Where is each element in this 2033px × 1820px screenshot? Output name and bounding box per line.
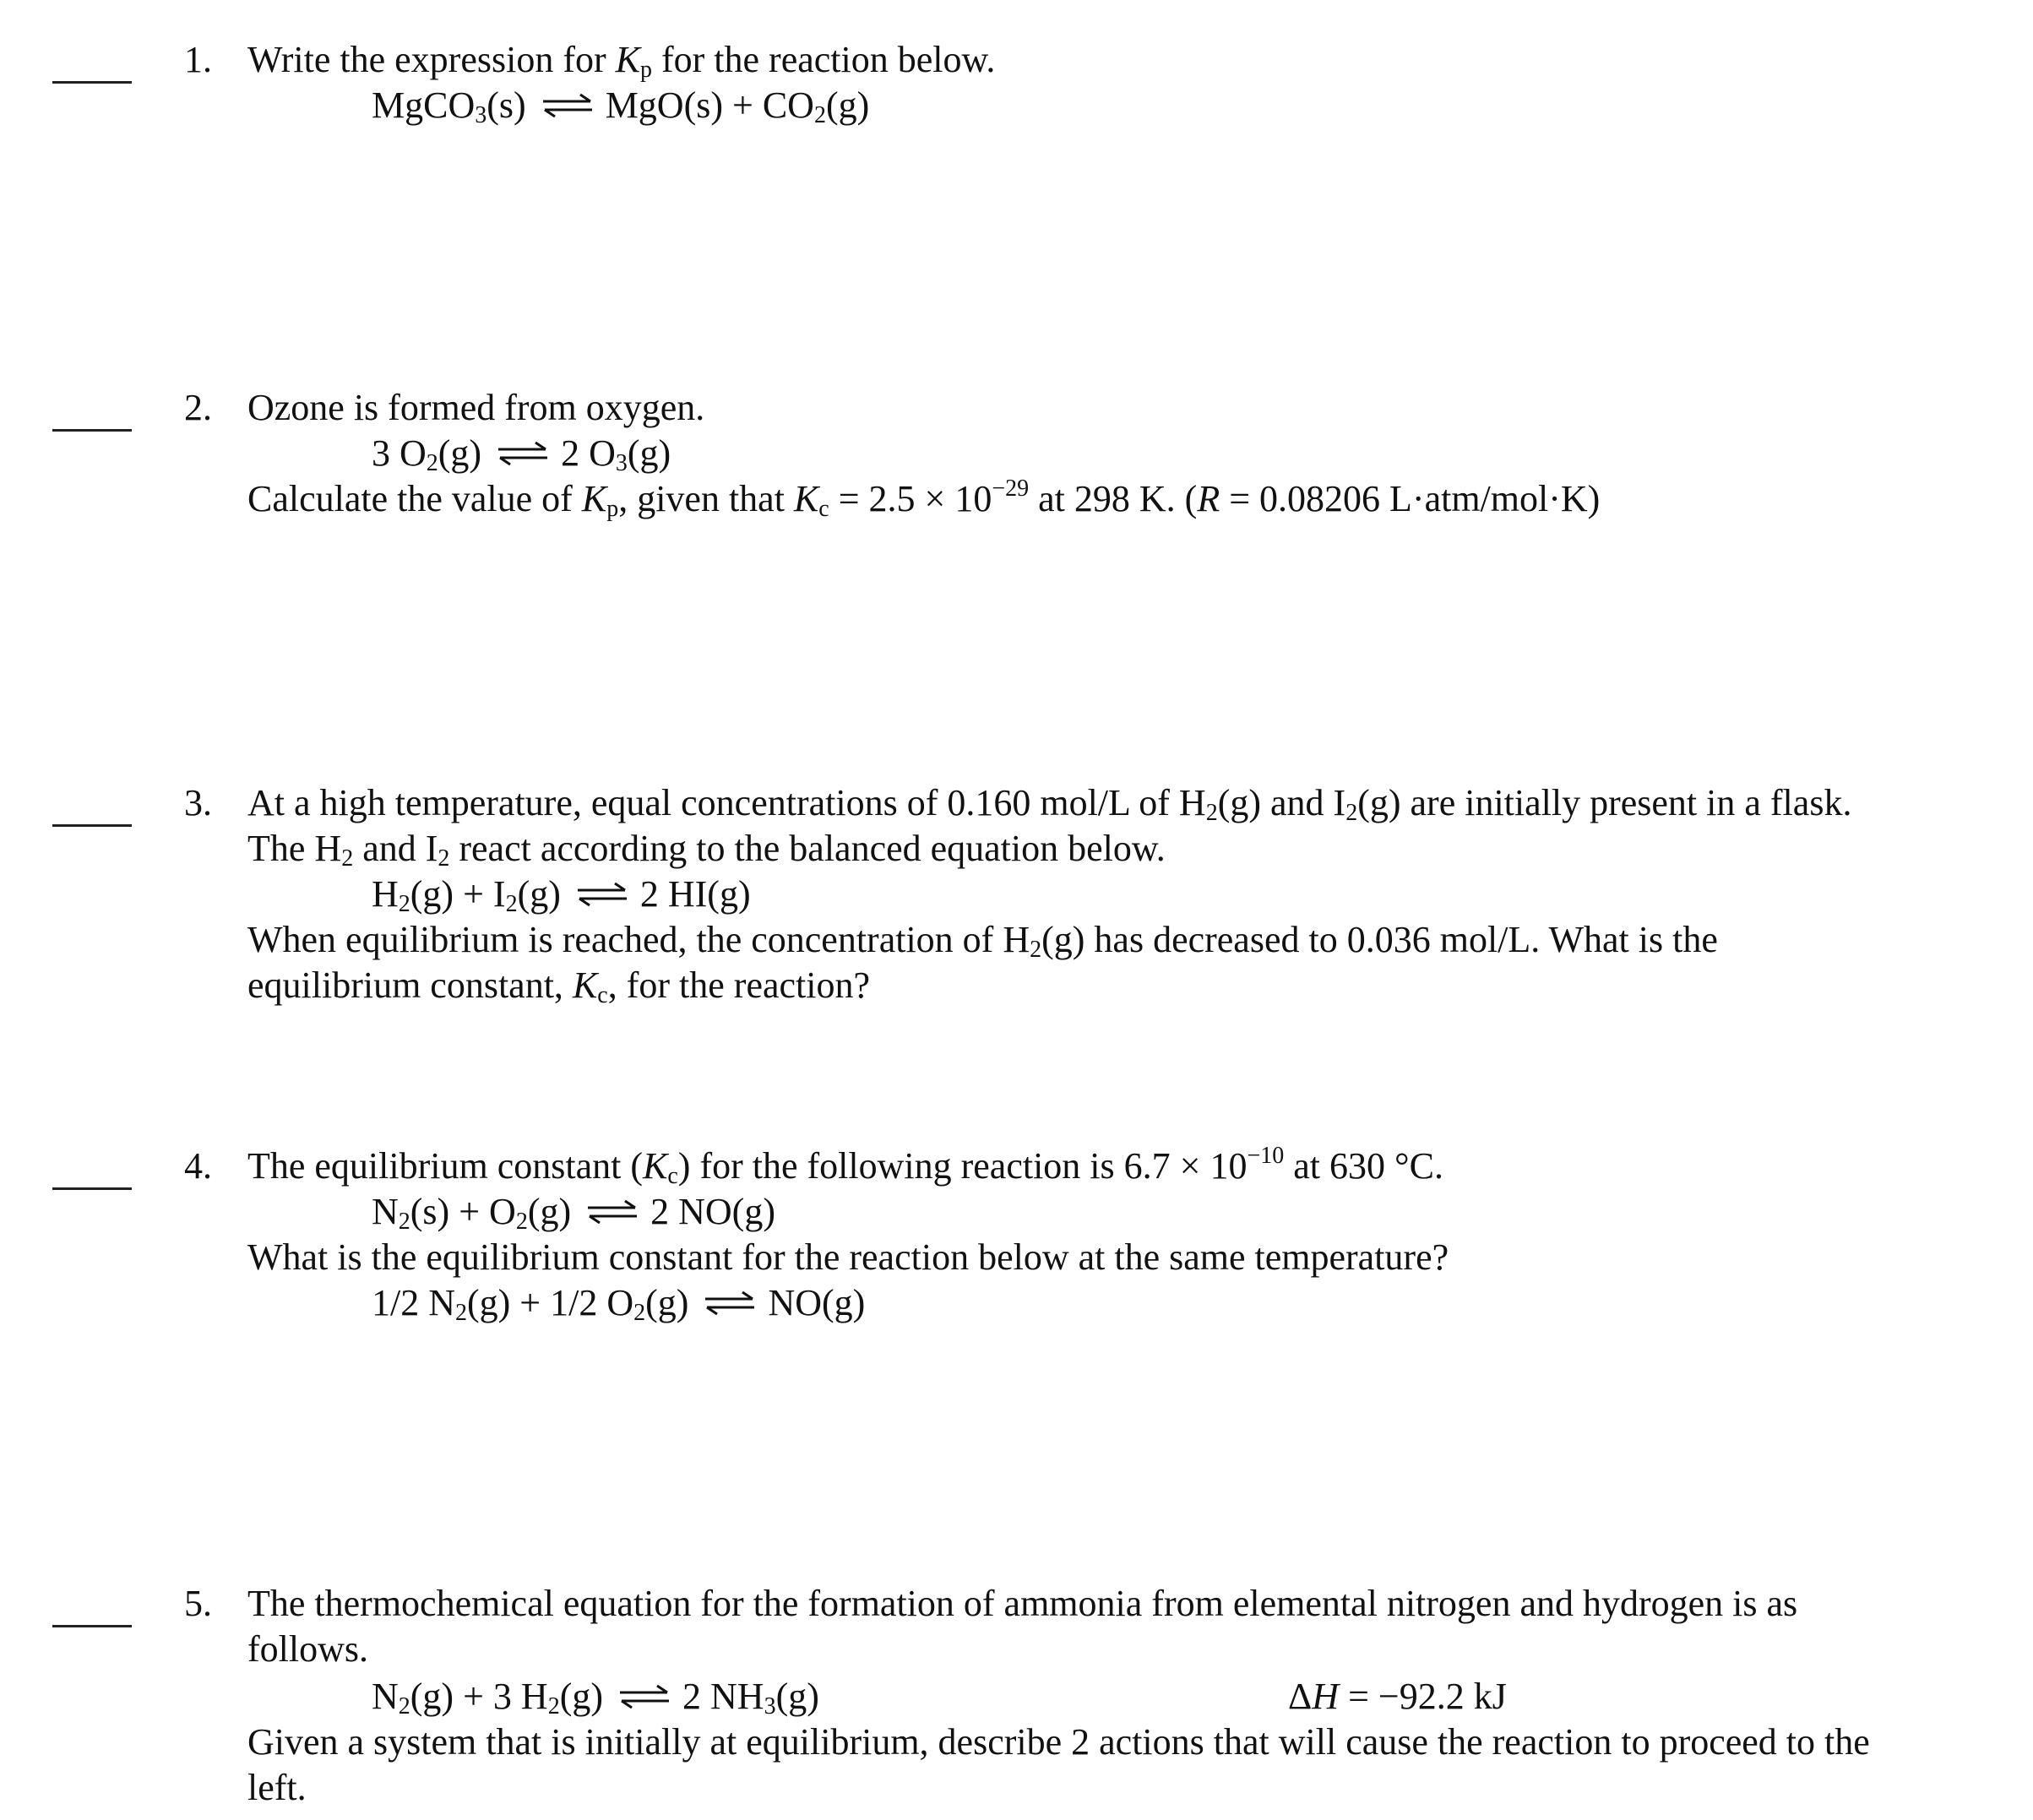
enthalpy-change: ΔH = −92.2 kJ <box>1288 1676 1507 1717</box>
question-number: 4. <box>184 1145 212 1187</box>
reaction-equation: $N_2(s) + O_2(g)$ 2 NO(g) <box>372 1191 775 1235</box>
question-number: 2. <box>184 387 212 428</box>
question-text: left. <box>247 1767 307 1808</box>
question-text: Given a system that is initially at equilibrium, describe 2 actions that will cause the reaction to proceed to the <box>247 1721 1870 1763</box>
reaction-equation: 3 $O_2(g)$ 2 $O_3(g)$ <box>372 432 671 476</box>
answer-blank-4[interactable] <box>52 1187 132 1190</box>
answer-blank-3[interactable] <box>52 824 132 827</box>
question-text: Ozone is formed from oxygen. <box>247 387 705 428</box>
reaction-equation: $N_2(g) + 3$ $H_2(g)$ 2 $NH_3(g)$ <box>372 1676 819 1719</box>
question-text: What is the equilibrium constant for the reaction below at the same temperature? <box>247 1236 1449 1278</box>
question-number: 1. <box>184 39 212 80</box>
question-text: When equilibrium is reached, the concentration of $H_2(g)$ has decreased to 0.036 mol/L. What is the <box>247 919 1718 963</box>
reaction-equation: $H_2(g) + I_2(g)$ 2 HI(g) <box>372 873 751 917</box>
question-text: equilibrium constant, $K_c$, for the reaction? <box>247 964 871 1008</box>
equilibrium-arrow-icon <box>618 1684 671 1709</box>
equilibrium-arrow-icon <box>704 1290 756 1316</box>
answer-blank-5[interactable] <box>52 1625 132 1627</box>
equilibrium-arrow-icon <box>586 1199 639 1225</box>
question-text: At a high temperature, equal concentrations of 0.160 mol/L of $H_2(g)$ and $I_2(g)$ are initially present in a flask. <box>247 782 1852 826</box>
equilibrium-arrow-icon <box>541 93 594 118</box>
question-text: Write the expression for $K_p$ for the reaction below. <box>247 39 996 83</box>
reaction-equation: 1/2 $N_2(g) + 1/2$ $O_2(g)$ NO(g) <box>372 1282 866 1326</box>
answer-blank-2[interactable] <box>52 429 132 432</box>
question-text: Calculate the value of $K_p$, given that $K_c = 2.5 \times 10^{-29}$ at 298 K. (R = 0.08206 L·atm/mol·K) <box>247 475 1601 522</box>
question-text: follows. <box>247 1628 368 1670</box>
question-text: The $H_2$ and $I_2$ react according to the balanced equation below. <box>247 828 1166 872</box>
question-number: 3. <box>184 782 212 823</box>
equilibrium-arrow-icon <box>497 441 549 466</box>
question-text: The thermochemical equation for the formation of ammonia from elemental nitrogen and hydrogen is as <box>247 1583 1798 1624</box>
reaction-equation: MgCO$_3$(s) $MgO(s) + CO_2(g)$ <box>372 84 870 128</box>
question-text: The equilibrium constant $(K_c)$ for the following reaction is $6.7 \times 10^{-10}$ at 630 °C. <box>247 1143 1443 1189</box>
equilibrium-arrow-icon <box>576 882 628 907</box>
answer-blank-1[interactable] <box>52 81 132 84</box>
question-number: 5. <box>184 1583 212 1624</box>
